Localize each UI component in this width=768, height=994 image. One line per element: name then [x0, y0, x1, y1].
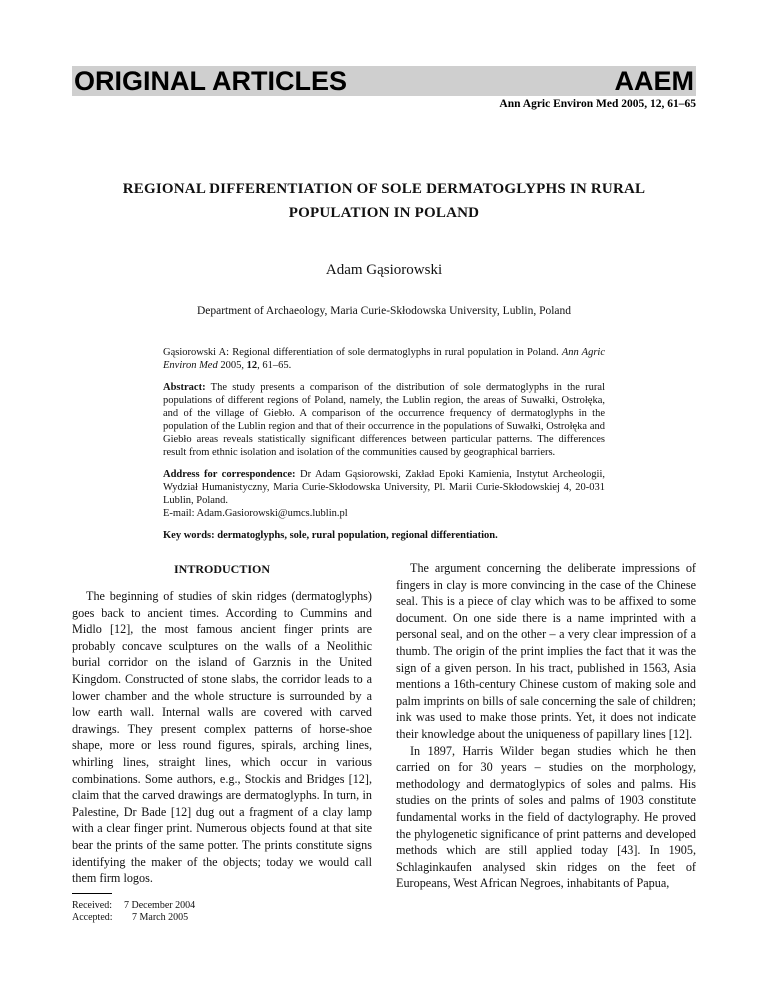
citation-reference: Gąsiorowski A: Regional differentiation of sole dermatoglyphs in rural population in Poland. Ann Agric Environ Med 2005, 12, 61–65. — [163, 347, 606, 371]
correspondence-address: Address for correspondence: Dr Adam Gąsiorowski, Zakład Epoki Kamienia, Instytut Archeologii, Wydział Humanistyczny, Maria Curie-Skłodowska University, Pl. Marii Curie-Skłodowskiej 4, 20-031 Lublin, Poland. E-mail: Adam.Gasiorowski@umcs.lublin.pl — [163, 469, 605, 519]
title-line-2: POPULATION IN POLAND — [288, 205, 480, 221]
body-paragraph: The beginning of studies of skin ridges (dermatoglyphs) goes back to ancient times. According to Cummins and Midlo [12], the most famous ancient finger prints are probably concave sculptures on the walls of a Neolithic burial corridor on the island of Garznis in the United Kingdom. Constructed of stone slabs, the corridor leads to a lower chamber and the whole structure is surrounded by a low earth wall. Internal walls are covered with carved drawings. They present complex patterns of horse-shoe shape, more or less round figures, spirals, arching lines, whirling lines, straight lines, which occur in various combinations. Some authors, e.g., Stockis and Bridges [12], claim that the carved drawings are dermatoglyphs. In turn, in Palestine, Dr Bade [12] dug out a fragment of a clay lamp with a clear finger print. Numerous objects found at that site bear the prints of the same potter. The prints constitute signs identifying the maker of the objects; today we would call them firm logos. — [72, 589, 372, 886]
journal-abbreviation: AAEM — [614, 66, 694, 96]
title-line-1: REGIONAL DIFFERENTIATION OF SOLE DERMATOGLYPHS IN RURAL — [122, 181, 646, 197]
received-label: Received: — [72, 899, 112, 911]
journal-citation: Ann Agric Environ Med 2005, 12, 61–65 — [499, 98, 696, 110]
article-title — [100, 177, 668, 225]
abstract-paragraph: Abstract: The study presents a comparison of the distribution of sole dermatoglyphs in the rural populations of different regions of Poland, namely, the Lublin region, the areas of Suwałki, Ostrołęka, and of the village of Giebło. A comparison of the occurrence frequency of dermatoglyphs in the population of the Lublin region and that of their occurrence in the populations of Suwałki, Ostrołęka and Giebło areas reveals statistically significant differences between particular patterns. The differences result from ethnic isolation and isolation of the communities caused by geographical barriers. — [163, 382, 606, 458]
body-paragraph: In 1897, Harris Wilder began studies which he then carried on for 30 years – studies on the morphology, methodology and dermatoglypics of soles and palms. His studies on the prints of soles and palms of 1903 constitute fundamental works in the field of dactylography. He proved the phylogenetic significance of print patterns and developed methods which are still applied today [43]. In 1905, Schlaginkaufen analysed skin ridges on the feet of Europeans, West African Negroes, inhabitants of Papua, — [396, 743, 696, 891]
header-bar — [72, 66, 696, 96]
footnote-divider — [72, 893, 112, 894]
section-label: ORIGINAL ARTICLES — [74, 66, 348, 96]
left-column — [72, 560, 372, 924]
email-address: E-mail: Adam.Gasiorowski@umcs.lublin.pl — [163, 508, 348, 519]
body-paragraph: The argument concerning the deliberate impressions of fingers in clay is more convincing in the case of the Chinese seal. This is a piece of clay which was to be affixed to some document. On one side there is a name imprinted with a personal seal, and on the other – a very clear impression of a thumb. The origin of the print implies the fact that it was the sign of a given person. In his tract, published in 1563, Asia mentions a 16th-century Chinese custom of making sole and palm imprints on bills of sale concerning the sale of children; ink was used to make those prints. Yet, it does not indicate their knowledge about the uniqueness of papillary lines [12]. — [396, 561, 696, 741]
author-name: Adam Gąsiorowski — [325, 262, 443, 278]
accepted-date: 7 March 2005 — [132, 911, 189, 923]
abstract-block — [163, 346, 605, 551]
received-date: 7 December 2004 — [124, 899, 196, 911]
introduction-heading: INTRODUCTION — [173, 562, 270, 576]
right-column — [396, 560, 696, 892]
author-affiliation: Department of Archaeology, Maria Curie-Skłodowska University, Lublin, Poland — [196, 305, 572, 317]
keywords: Key words: dermatoglyphs, sole, rural population, regional differentiation. — [163, 530, 498, 541]
article-dates — [72, 900, 372, 924]
accepted-label: Accepted: — [72, 911, 113, 923]
